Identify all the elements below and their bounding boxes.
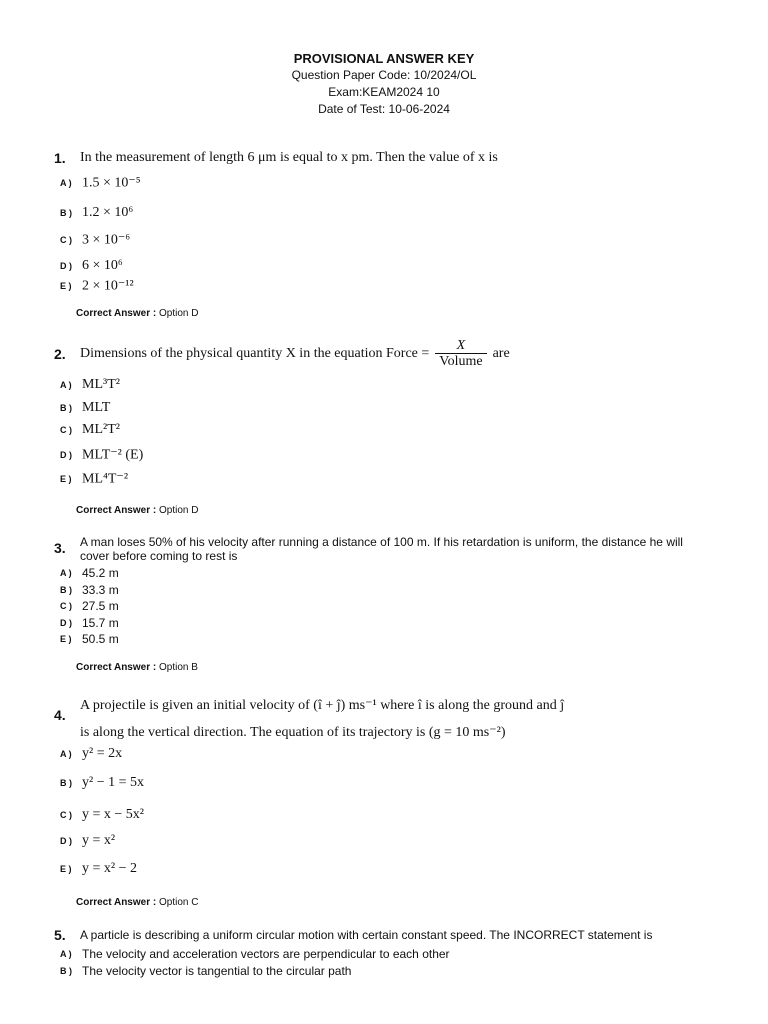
option-b	[60, 963, 351, 978]
option-label: E )	[60, 473, 72, 484]
page-title: PROVISIONAL ANSWER KEY	[293, 51, 475, 66]
correct-answer	[76, 897, 198, 908]
option-value: y² = 2x	[82, 745, 123, 761]
correct-answer	[76, 308, 198, 319]
option-value: 27.5 m	[82, 598, 119, 613]
option-e	[60, 277, 134, 295]
option-label: A )	[60, 948, 72, 959]
option-label: C )	[60, 809, 72, 820]
exam-name: Exam:KEAM2024 10	[328, 85, 440, 99]
option-value: 1.5 × 10⁻⁵	[82, 175, 141, 191]
option-label: D )	[60, 835, 72, 846]
question-text: In the measurement of length 6 μm is equal to x pm. Then the value of x is	[80, 150, 498, 165]
option-value: 3 × 10⁻⁶	[82, 232, 131, 248]
option-c	[60, 231, 130, 249]
correct-answer	[76, 662, 198, 673]
correct-answer-value: Option C	[159, 897, 199, 908]
fraction	[435, 338, 486, 370]
option-value: ML³T²	[82, 376, 120, 392]
test-date: Date of Test: 10-06-2024	[318, 102, 450, 116]
question-number: 4.	[54, 707, 66, 723]
paper-code: Question Paper Code: 10/2024/OL	[291, 68, 477, 82]
correct-answer-value: Option D	[159, 308, 199, 319]
option-a	[60, 745, 122, 763]
option-label: B )	[60, 777, 72, 788]
option-value: 6 × 10⁶	[82, 257, 123, 273]
option-b	[60, 399, 110, 417]
option-label: E )	[60, 633, 72, 644]
question-number: 2.	[54, 346, 66, 362]
option-d	[60, 446, 143, 464]
option-label: D )	[60, 617, 72, 628]
option-value: 2 × 10⁻¹²	[82, 278, 134, 294]
option-value: y² − 1 = 5x	[82, 774, 144, 790]
correct-answer-label: Correct Answer :	[76, 662, 157, 673]
question-number: 3.	[54, 540, 66, 556]
option-c	[60, 421, 120, 439]
option-b	[60, 582, 119, 597]
option-c	[60, 598, 119, 613]
option-label: B )	[60, 584, 72, 595]
option-e	[60, 860, 137, 878]
correct-answer-label: Correct Answer :	[76, 505, 157, 516]
option-label: C )	[60, 234, 72, 245]
option-value: MLT	[82, 399, 111, 415]
option-b	[60, 204, 133, 222]
option-label: E )	[60, 280, 72, 291]
fraction-denominator: Volume	[435, 353, 486, 370]
option-value: The velocity vector is tangential to the circular path	[82, 963, 352, 978]
option-value: MLT⁻² (E)	[82, 447, 144, 463]
option-label: A )	[60, 177, 72, 188]
option-value: 1.2 × 10⁶	[82, 204, 134, 220]
question-text-after: are	[492, 346, 510, 361]
option-value: 15.7 m	[82, 615, 119, 630]
option-label: A )	[60, 748, 72, 759]
option-d	[60, 257, 123, 275]
question-text-before: Dimensions of the physical quantity X in the equation Force =	[80, 346, 430, 361]
option-a	[60, 174, 141, 192]
question-text: A particle is describing a uniform circular motion with certain constant speed. The INCORRECT statement is	[80, 928, 653, 942]
option-label: C )	[60, 424, 72, 435]
option-label: B )	[60, 402, 72, 413]
option-a	[60, 376, 120, 394]
option-value: 45.2 m	[82, 565, 119, 580]
option-b	[60, 774, 144, 792]
page-header	[0, 50, 768, 118]
option-label: A )	[60, 567, 72, 578]
option-e	[60, 631, 119, 646]
fraction-numerator: X	[456, 338, 466, 353]
option-label: A )	[60, 379, 72, 390]
correct-answer	[76, 505, 198, 516]
question-text-line: A projectile is given an initial velocity of (î + ĵ) ms⁻¹ where î is along the ground and ĵ	[80, 698, 565, 713]
option-value: y = x − 5x²	[82, 806, 144, 822]
option-label: D )	[60, 260, 72, 271]
question-number: 5.	[54, 927, 66, 943]
option-value: 50.5 m	[82, 631, 119, 646]
correct-answer-label: Correct Answer :	[76, 308, 157, 319]
option-c	[60, 806, 144, 824]
option-e	[60, 470, 128, 488]
option-value: y = x² − 2	[82, 860, 137, 876]
question-text	[80, 535, 683, 563]
question-text	[80, 336, 510, 372]
correct-answer-label: Correct Answer :	[76, 897, 157, 908]
question-text-line: A man loses 50% of his velocity after running a distance of 100 m. If his retardation is uniform, the distance he will	[80, 535, 683, 549]
option-value: ML²T²	[82, 421, 120, 437]
option-label: E )	[60, 863, 72, 874]
option-label: C )	[60, 600, 72, 611]
option-label: B )	[60, 965, 72, 976]
correct-answer-value: Option B	[159, 662, 198, 673]
option-value: The velocity and acceleration vectors are perpendicular to each other	[82, 946, 450, 961]
option-a	[60, 565, 119, 580]
option-d	[60, 832, 115, 850]
question-number: 1.	[54, 150, 66, 166]
correct-answer-value: Option D	[159, 505, 199, 516]
option-value: 33.3 m	[82, 582, 119, 597]
question-text	[80, 692, 564, 746]
option-a	[60, 946, 450, 961]
question-text-line: cover before coming to rest is	[80, 549, 238, 563]
question-text-line: is along the vertical direction. The equation of its trajectory is (g = 10 ms⁻²)	[80, 725, 506, 740]
option-d	[60, 615, 119, 630]
option-label: B )	[60, 207, 72, 218]
option-value: y = x²	[82, 832, 116, 848]
option-label: D )	[60, 449, 72, 460]
option-value: ML⁴T⁻²	[82, 471, 129, 487]
